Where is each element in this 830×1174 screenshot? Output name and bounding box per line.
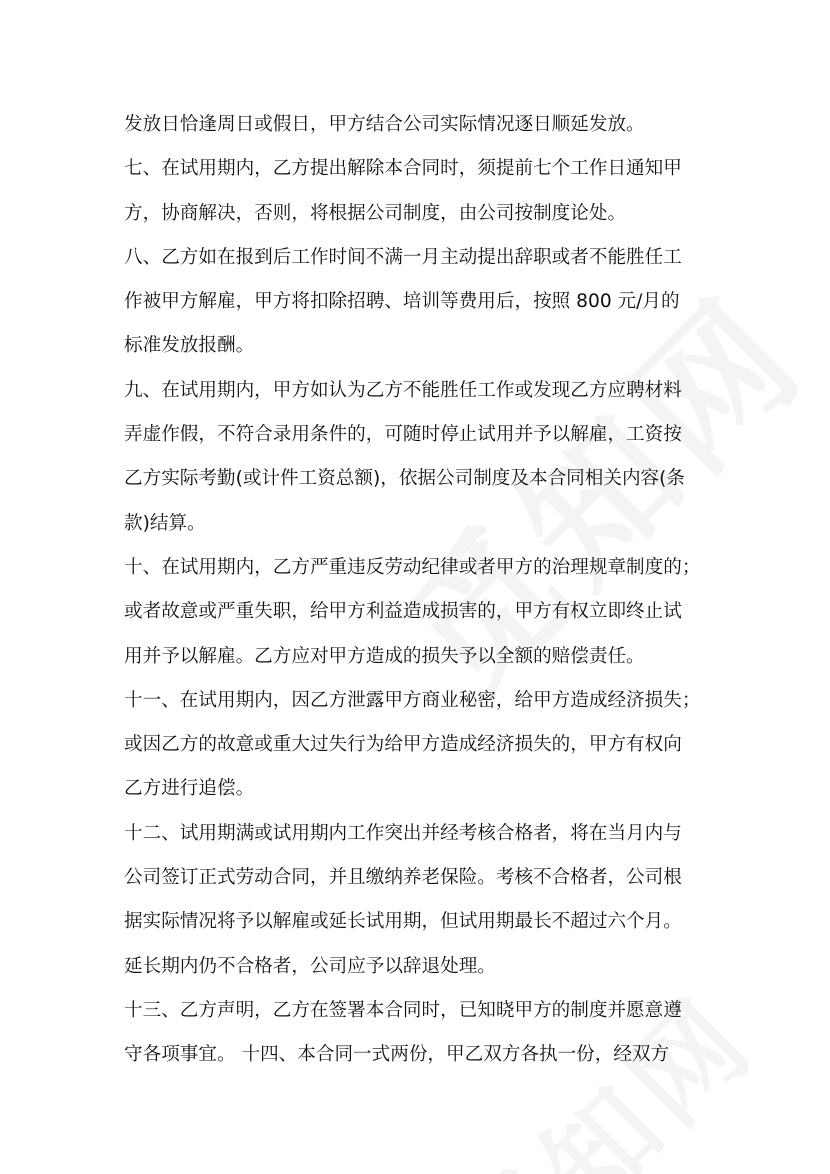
text-line: 十二、试用期满或试用期内工作突出并经考核合格者，将在当月内与 — [124, 822, 682, 844]
text-line: 八、乙方如在报到后工作时间不满一月主动提出辞职或者不能胜任工 — [124, 246, 682, 268]
text-line: 延长期内仍不合格者，公司应予以辞退处理。 — [124, 955, 496, 977]
text-line: 十一、在试用期内，因乙方泄露甲方商业秘密，给甲方造成经济损失； — [124, 689, 701, 711]
text-line: 据实际情况将予以解雇或延长试用期，但试用期最长不超过六个月。 — [124, 911, 682, 933]
text-line: 或因乙方的故意或重大过失行为给甲方造成经济损失的，甲方有权向 — [124, 734, 682, 756]
text-line: 用并予以解雇。乙方应对甲方造成的损失予以全额的赔偿责任。 — [124, 645, 645, 667]
text-line: 守各项事宜。 十四、本合同一式两份，甲乙双方各执一份，经双方 — [124, 1044, 670, 1066]
text-line: 十三、乙方声明，乙方在签署本合同时，已知晓甲方的制度并愿意遵 — [124, 999, 682, 1021]
text-line: 乙方实际考勤(或计件工资总额)，依据公司制度及本合同相关内容(条 — [124, 468, 685, 490]
text-line: 十、在试用期内，乙方严重违反劳动纪律或者甲方的治理规章制度的； — [124, 556, 701, 578]
text-line: 发放日恰逢周日或假日，甲方结合公司实际情况逐日顺延发放。 — [124, 114, 645, 135]
text-line: 公司签订正式劳动合同，并且缴纳养老保险。考核不合格者，公司根 — [124, 867, 682, 889]
text-line: 方，协商解决，否则，将根据公司制度，由公司按制度论处。 — [124, 202, 627, 224]
document-body — [124, 103, 724, 1078]
text-line: 或者故意或严重失职，给甲方利益造成损害的，甲方有权立即终止试 — [124, 601, 682, 623]
text-line: 九、在试用期内，甲方如认为乙方不能胜任工作或发现乙方应聘材料 — [124, 379, 682, 401]
text-line: 弄虚作假，不符合录用条件的，可随时停止试用并予以解雇，工资按 — [124, 424, 682, 446]
text-line: 标准发放报酬。 — [124, 335, 255, 357]
text-line: 款)结算。 — [124, 512, 206, 534]
text-line: 作被甲方解雇，甲方将扣除招聘、培训等费用后，按照 800 元/月的 — [124, 291, 680, 313]
text-line: 乙方进行追偿。 — [124, 778, 255, 800]
text-line: 七、在试用期内，乙方提出解除本合同时，须提前七个工作日通知甲 — [124, 158, 682, 180]
